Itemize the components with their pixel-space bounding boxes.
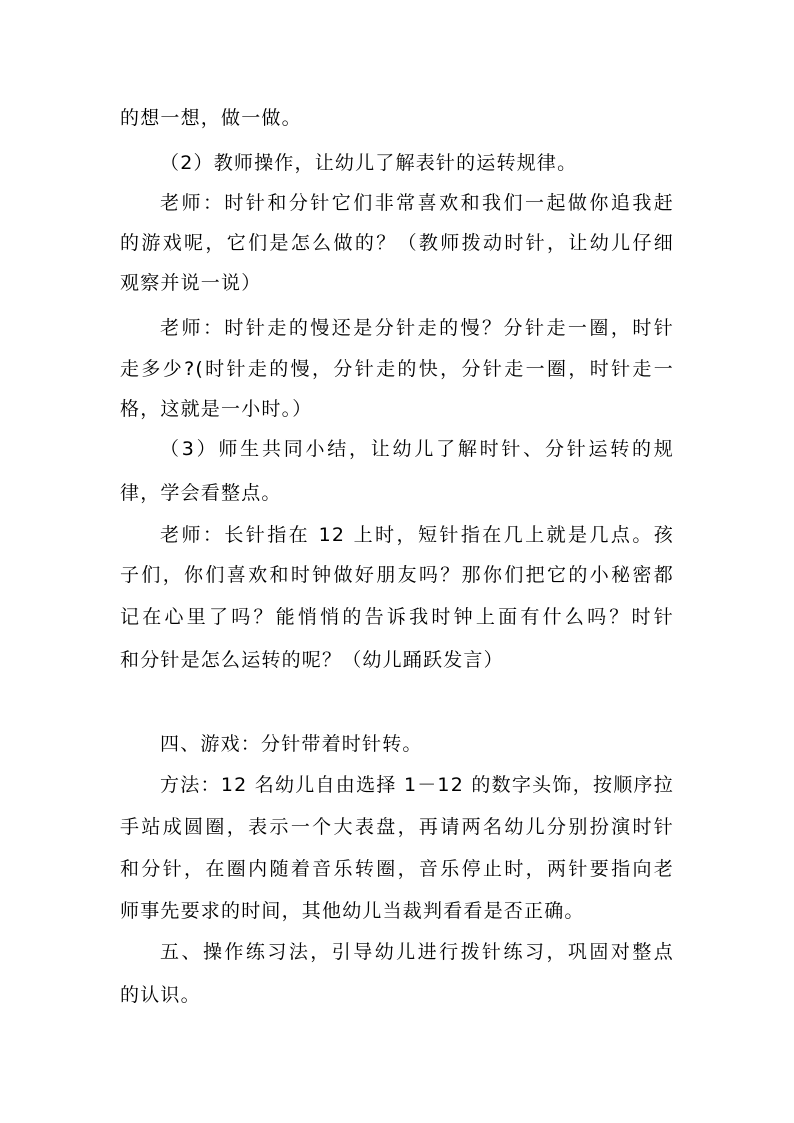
text-line: 的游戏呢，它们是怎么做的？（教师拨动时针，让幼儿仔细 <box>120 232 674 254</box>
text-line: 走多少?(时针走的慢，分针走的快，分针走一圈，时针走一 <box>120 358 674 380</box>
text-line: 手站成圆圈，表示一个大表盘，再请两名幼儿分别扮演时针 <box>120 816 674 838</box>
text-line: （3）师生共同小结，让幼儿了解时针、分针运转的规 <box>160 438 674 460</box>
text-line: （2）教师操作，让幼儿了解表针的运转规律。 <box>160 152 578 174</box>
text-line: 子们，你们喜欢和时钟做好朋友吗？那你们把它的小秘密都 <box>120 564 674 586</box>
text-line: 老师：时针走的慢还是分针走的慢？分针走一圈，时针 <box>160 317 674 339</box>
section-heading: 四、游戏：分针带着时针转。 <box>160 733 423 755</box>
text-line: 律，学会看整点。 <box>120 482 282 504</box>
text-line: 老师：时针和分针它们非常喜欢和我们一起做你追我赶 <box>160 192 674 214</box>
text-line: 的认识。 <box>120 984 201 1006</box>
text-line: 观察并说一说） <box>120 272 262 294</box>
text-line: 记在心里了吗？能悄悄的告诉我时钟上面有什么吗？时针 <box>120 606 674 628</box>
text-line: 和分针，在圈内随着音乐转圈，音乐停止时，两针要指向老 <box>120 858 674 880</box>
text-line: 格，这就是一小时。） <box>120 398 313 420</box>
text-line: 方法：12 名幼儿自由选择 1－12 的数字头饰，按顺序拉 <box>160 774 674 796</box>
text-line: 老师：长针指在 12 上时，短针指在几上就是几点。孩 <box>160 524 674 546</box>
text-line: 的想一想，做一做。 <box>120 107 302 129</box>
text-line: 和分针是怎么运转的呢？（幼儿踊跃发言） <box>120 649 504 671</box>
text-line: 师事先要求的时间，其他幼儿当裁判看看是否正确。 <box>120 900 585 922</box>
section-heading: 五、操作练习法，引导幼儿进行拨针练习，巩固对整点 <box>160 941 674 963</box>
